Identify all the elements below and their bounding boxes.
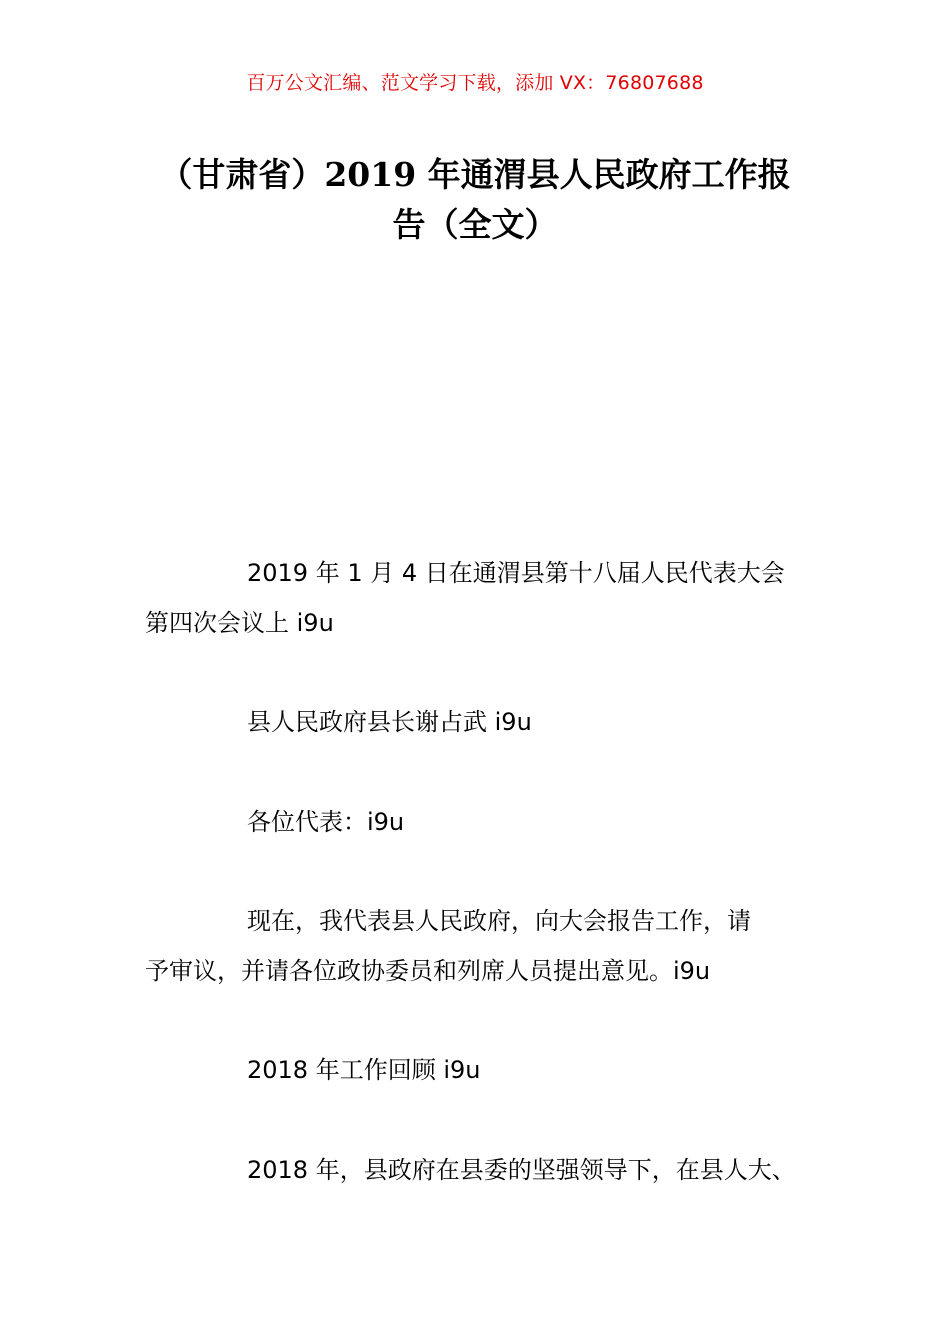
meeting-info-line-2: 第四次会议上 i9u: [145, 609, 334, 637]
intro-line-1: 现在，我代表县人民政府，向大会报告工作，请: [247, 907, 751, 935]
document-title: [140, 150, 810, 250]
body-paragraph: [145, 1145, 810, 1195]
speaker-paragraph: [145, 697, 810, 747]
header-note: 百万公文汇编、范文学习下载，添加 VX：76807688: [246, 72, 704, 94]
salutation-line: 各位代表：i9u: [247, 808, 405, 836]
title-line-1: （甘肃省）2019 年通渭县人民政府工作报: [159, 155, 791, 194]
section-heading-line: 2018 年工作回顾 i9u: [247, 1056, 481, 1084]
meeting-info-paragraph: [145, 548, 810, 648]
section-heading-paragraph: [145, 1045, 810, 1095]
title-line-2: 告（全文）: [392, 205, 558, 244]
intro-line-2: 予审议，并请各位政协委员和列席人员提出意见。i9u: [145, 957, 711, 985]
intro-paragraph: [145, 896, 810, 996]
salutation-paragraph: [145, 797, 810, 847]
speaker-line: 县人民政府县长谢占武 i9u: [247, 708, 532, 736]
meeting-info-line-1: 2019 年 1 月 4 日在通渭县第十八届人民代表大会: [247, 559, 785, 587]
body-line-1: 2018 年，县政府在县委的坚强领导下，在县人大、: [247, 1156, 796, 1184]
